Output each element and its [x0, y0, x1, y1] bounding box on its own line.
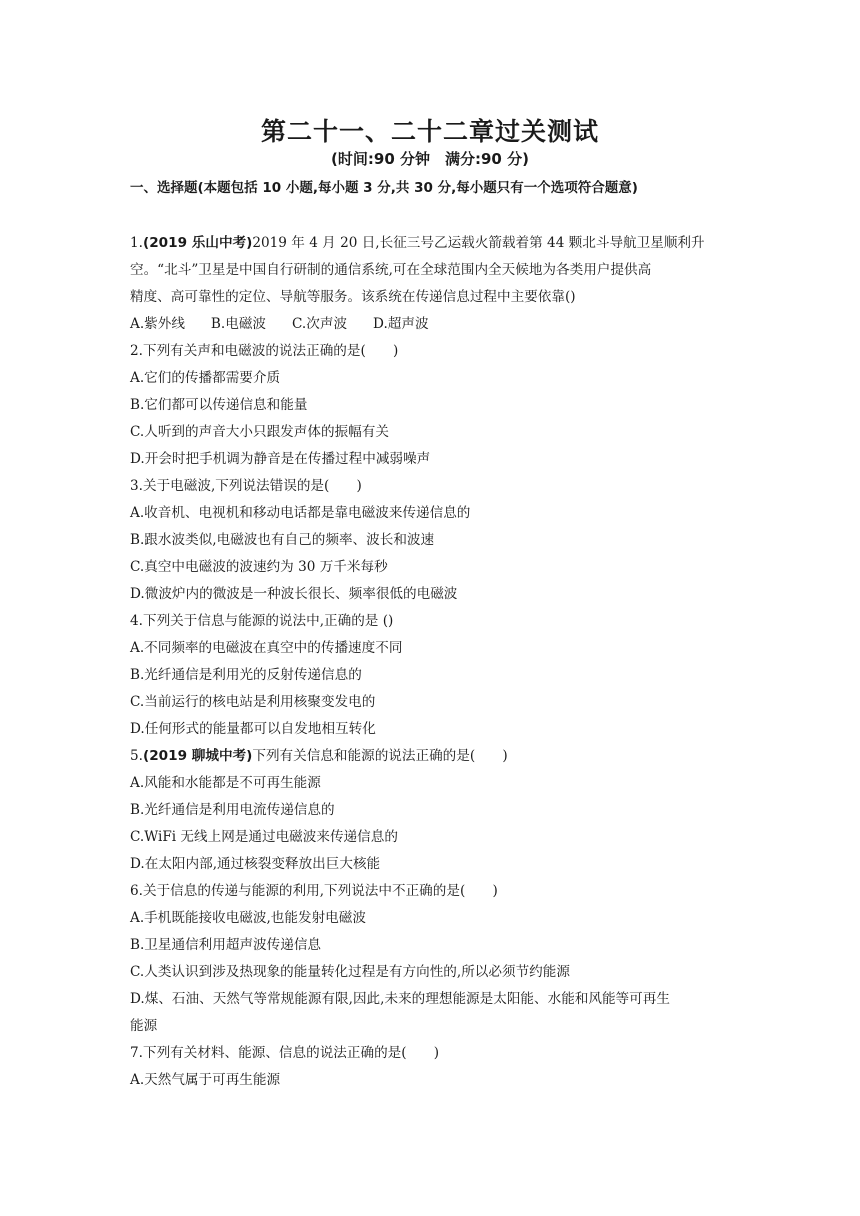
question-number: 3.	[130, 478, 143, 494]
question-1-options	[130, 311, 740, 338]
question-stem: 下列有关材料、能源、信息的说法正确的是( )	[142, 1045, 440, 1061]
question-stem: 精度、高可靠性的定位、导航等服务。该系统在传递信息过程中主要依靠()	[130, 289, 576, 305]
page-title: 第二十一、二十二章过关测试	[260, 117, 599, 146]
exam-time-score: (时间:90 分钟 满分:90 分)	[331, 150, 529, 168]
question-6-stem	[130, 878, 740, 905]
option-c: C.WiFi 无线上网是通过电磁波来传递信息的	[130, 829, 398, 845]
question-stem: 2019 年 4 月 20 日,长征三号乙运载火箭载着第 44 颗北斗导航卫星顺利升	[252, 235, 705, 251]
option-d: D.煤、石油、天然气等常规能源有限,因此,未来的理想能源是太阳能、水能和风能等可再生	[130, 991, 670, 1007]
option-d: D.微波炉内的微波是一种波长很长、频率很低的电磁波	[130, 586, 458, 602]
option-b: B.跟水波类似,电磁波也有自己的频率、波长和波速	[130, 532, 435, 548]
option-d: D.任何形式的能量都可以自发地相互转化	[130, 721, 376, 737]
option-a: A.收音机、电视机和移动电话都是靠电磁波来传递信息的	[130, 505, 471, 521]
option-d-continued: 能源	[130, 1018, 158, 1034]
option-b: B.光纤通信是利用光的反射传递信息的	[130, 667, 362, 683]
option-c: C.当前运行的核电站是利用核聚变发电的	[130, 694, 376, 710]
option-b: B.它们都可以传递信息和能量	[130, 397, 308, 413]
question-7-stem	[130, 1040, 740, 1067]
option-d: D.在太阳内部,通过核裂变释放出巨大核能	[130, 856, 381, 872]
question-number: 2.	[130, 343, 143, 359]
question-5-stem	[130, 743, 740, 770]
option-b: B.光纤通信是利用电流传递信息的	[130, 802, 335, 818]
option-b: B.卫星通信利用超声波传递信息	[130, 937, 322, 953]
option-a: A.风能和水能都是不可再生能源	[130, 775, 321, 791]
question-stem: 下列有关信息和能源的说法正确的是( )	[252, 748, 508, 764]
option-a: A.手机既能接收电磁波,也能发射电磁波	[130, 910, 366, 926]
option-c: C.次声波	[292, 316, 348, 332]
question-list	[130, 230, 740, 1094]
question-number: 5.	[130, 748, 143, 764]
question-stem: 下列有关声和电磁波的说法正确的是( )	[142, 343, 399, 359]
question-source: (2019 聊城中考)	[142, 748, 253, 764]
question-3-stem	[130, 473, 740, 500]
option-a: A.不同频率的电磁波在真空中的传播速度不同	[130, 640, 403, 656]
section-heading: 一、选择题(本题包括 10 小题,每小题 3 分,共 30 分,每小题只有一个选项符合题意)	[130, 180, 638, 196]
question-4-stem	[130, 608, 740, 635]
question-stem: 关于电磁波,下列说法错误的是( )	[142, 478, 362, 494]
question-number: 1.	[130, 235, 143, 251]
option-d: D.超声波	[373, 316, 429, 332]
question-stem: 空。“北斗”卫星是中国自行研制的通信系统,可在全球范围内全天候地为各类用户提供高	[130, 262, 652, 278]
question-number: 6.	[130, 883, 143, 899]
option-d: D.开会时把手机调为静音是在传播过程中减弱噪声	[130, 451, 431, 467]
question-1-line-1	[130, 230, 740, 257]
question-number: 4.	[130, 613, 143, 629]
question-stem: 关于信息的传递与能源的利用,下列说法中不正确的是( )	[142, 883, 498, 899]
option-a: A.天然气属于可再生能源	[130, 1072, 281, 1088]
option-c: C.真空中电磁波的波速约为 30 万千米每秒	[130, 559, 388, 575]
option-c: C.人听到的声音大小只跟发声体的振幅有关	[130, 424, 389, 440]
question-number: 7.	[130, 1045, 143, 1061]
question-stem: 下列关于信息与能源的说法中,正确的是 ()	[142, 613, 394, 629]
option-c: C.人类认识到涉及热现象的能量转化过程是有方向性的,所以必须节约能源	[130, 964, 570, 980]
question-2-stem	[130, 338, 740, 365]
option-a: A.紫外线	[130, 316, 185, 332]
option-b: B.电磁波	[210, 316, 267, 332]
question-source: (2019 乐山中考)	[142, 235, 253, 251]
option-a: A.它们的传播都需要介质	[130, 370, 281, 386]
